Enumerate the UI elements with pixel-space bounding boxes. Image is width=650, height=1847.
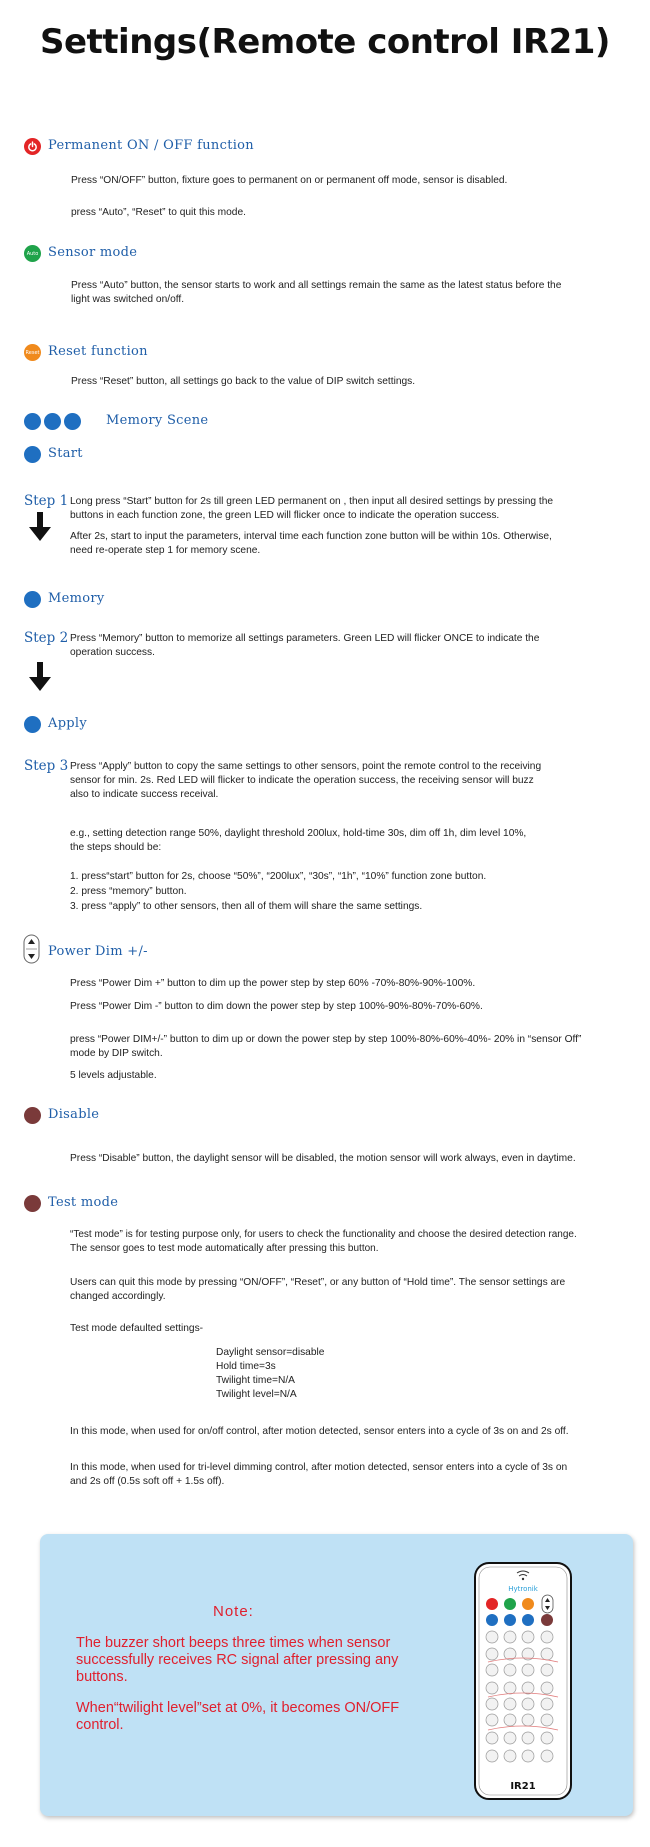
step-3-list-2: 2. press “memory” button. xyxy=(70,886,187,897)
step-1-text-1: Long press “Start” button for 2s till green LED permanent on , then input all desired settings by pressing the xyxy=(70,496,554,507)
section-title-disable: Disable xyxy=(48,1107,100,1122)
test-mode-text-1: “Test mode” is for testing purpose only, for users to check the functionality and choose the desired detection range. xyxy=(70,1229,577,1240)
section-title-start: Start xyxy=(48,446,83,461)
section-title-memory-scene: Memory Scene xyxy=(106,413,209,428)
test-default-2: Hold time=3s xyxy=(216,1361,276,1372)
step-2-label: Step 2 xyxy=(24,630,69,646)
power-dim-text-2: Press “Power Dim -” button to dim down the power step by step 100%-90%-80%-70%-60%. xyxy=(70,1001,483,1012)
section-title-apply: Apply xyxy=(48,716,88,731)
test-mode-text-5: Test mode defaulted settings- xyxy=(70,1323,204,1334)
step-3-list-3: 3. press “apply” to other sensors, then all of them will share the same settings. xyxy=(70,901,423,912)
step-3-example-2: the steps should be: xyxy=(70,842,162,853)
auto-icon: Auto xyxy=(24,245,41,262)
step-2-text-1: Press “Memory” button to memorize all settings parameters. Green LED will flicker ONCE to indicate the xyxy=(70,633,540,644)
remote-brand: Hytronik xyxy=(508,1585,538,1593)
apply-button-icon xyxy=(64,413,81,430)
test-default-1: Daylight sensor=disable xyxy=(216,1347,325,1358)
note-text-4: When“twilight level”set at 0%, it becomes ON/OFF xyxy=(76,1700,400,1716)
step-1-text-4: need re-operate step 1 for memory scene. xyxy=(70,545,261,556)
remote-control-image xyxy=(474,1562,572,1800)
test-mode-text-4: changed accordingly. xyxy=(70,1291,166,1302)
section-title-permanent: Permanent ON / OFF function xyxy=(48,138,254,153)
disable-text: Press “Disable” button, the daylight sensor will be disabled, the motion sensor will work always, even in daytime. xyxy=(70,1153,576,1164)
note-text-3: buttons. xyxy=(76,1669,128,1685)
step-1-text-2: buttons in each function zone, the green LED will flicker once to indicate the operation success. xyxy=(70,510,500,521)
step-3-label: Step 3 xyxy=(24,758,69,774)
section-title-test-mode: Test mode xyxy=(48,1195,119,1210)
power-dim-text-4: mode by DIP switch. xyxy=(70,1048,163,1059)
note-text-2: successfully receives RC signal after pressing any xyxy=(76,1652,399,1668)
step-3-text-3: also to indicate success receival. xyxy=(70,789,219,800)
power-icon xyxy=(24,138,41,155)
step-3-text-1: Press “Apply” button to copy the same settings to other sensors, point the remote control to the receiving xyxy=(70,761,542,772)
step-3-list-1: 1. press“start” button for 2s, choose “50%”, “200lux”, “30s”, “1h”, “10%” function zone button. xyxy=(70,871,487,882)
note-text-1: The buzzer short beeps three times when sensor xyxy=(76,1635,391,1651)
test-mode-text-6: In this mode, when used for on/off control, after motion detected, sensor enters into a cycle of 3s on and 2s off. xyxy=(70,1426,569,1437)
power-dim-text-1: Press “Power Dim +” button to dim up the power step by step 60% -70%-80%-90%-100%. xyxy=(70,978,476,989)
test-mode-text-2: The sensor goes to test mode automatically after pressing this button. xyxy=(70,1243,379,1254)
power-dim-text-5: 5 levels adjustable. xyxy=(70,1070,157,1081)
memory-icon xyxy=(24,591,41,608)
power-dim-text-3: press “Power DIM+/-” button to dim up or down the power step by step 100%-80%-60%-40%- 20% in “sensor Off” xyxy=(70,1034,582,1045)
disable-icon xyxy=(24,1107,41,1124)
down-arrow-icon xyxy=(28,512,52,542)
test-default-3: Twilight time=N/A xyxy=(216,1375,295,1386)
start-icon xyxy=(24,446,41,463)
permanent-text-1: Press “ON/OFF” button, fixture goes to permanent on or permanent off mode, sensor is disabled. xyxy=(71,175,508,186)
test-mode-text-3: Users can quit this mode by pressing “ON/OFF”, “Reset”, or any button of “Hold time”. The sensor settings are xyxy=(70,1277,566,1288)
power-dim-icon xyxy=(23,934,40,964)
sensor-text-1: Press “Auto” button, the sensor starts to work and all settings remain the same as the latest status before the xyxy=(71,280,562,291)
step-3-example-1: e.g., setting detection range 50%, daylight threshold 200lux, hold-time 30s, dim off 1h, dim level 10%, xyxy=(70,828,527,839)
note-text-5: control. xyxy=(76,1717,124,1733)
memory-button-icon xyxy=(44,413,61,430)
step-1-label: Step 1 xyxy=(24,493,69,509)
permanent-text-2: press “Auto”, “Reset” to quit this mode. xyxy=(71,207,246,218)
page-title: Settings(Remote control IR21) xyxy=(40,22,610,62)
test-mode-text-7: In this mode, when used for tri-level dimming control, after motion detected, sensor enters into a cycle of 3s on xyxy=(70,1462,568,1473)
test-mode-text-8: and 2s off (0.5s soft off + 1.5s off). xyxy=(70,1476,225,1487)
section-title-reset: Reset function xyxy=(48,344,148,359)
remote-model: IR21 xyxy=(510,1781,536,1792)
step-2-text-2: operation success. xyxy=(70,647,155,658)
section-title-memory: Memory xyxy=(48,591,105,606)
test-default-4: Twilight level=N/A xyxy=(216,1389,297,1400)
step-1-text-3: After 2s, start to input the parameters, interval time each function zone button will be within 10s. Otherwise, xyxy=(70,531,552,542)
section-title-power-dim: Power Dim +/- xyxy=(48,944,148,959)
start-button-icon xyxy=(24,413,41,430)
section-title-sensor: Sensor mode xyxy=(48,245,138,260)
reset-text: Press “Reset” button, all settings go back to the value of DIP switch settings. xyxy=(71,376,416,387)
test-mode-icon xyxy=(24,1195,41,1212)
step-3-text-2: sensor for min. 2s. Red LED will flicker to indicate the operation success, the receiving sensor will buzz xyxy=(70,775,534,786)
apply-icon xyxy=(24,716,41,733)
note-title: Note: xyxy=(213,1603,254,1620)
down-arrow-icon xyxy=(28,662,52,692)
sensor-text-2: light was switched on/off. xyxy=(71,294,185,305)
reset-icon: Reset xyxy=(24,344,41,361)
